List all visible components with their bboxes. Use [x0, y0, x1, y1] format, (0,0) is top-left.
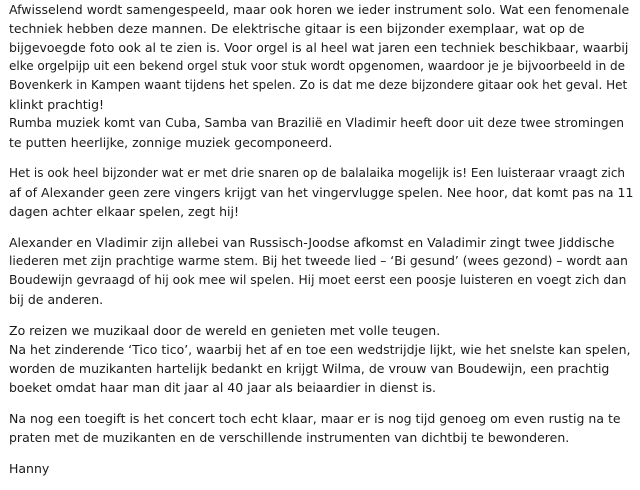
paragraph-3	[9, 233, 635, 309]
text-line: Bovenkerk in Kampen waant tijdens het spelen. Zo is dat me deze bijzondere gitaar ook het geval. Het	[9, 78, 628, 92]
paragraph-4	[9, 321, 635, 397]
signature-paragraph	[9, 459, 635, 478]
text-line: Rumba muziek komt van Cuba, Samba van Brazilië en Vladimir heeft door uit deze twee stromingen	[9, 116, 625, 130]
text-line: Alexander en Vladimir zijn allebei van Russisch-Joodse afkomst en Valadimir zingt twee Jiddische	[9, 235, 615, 250]
text-line: Zo reizen we muzikaal door de wereld en genieten met volle teugen.	[9, 323, 441, 338]
text-line: worden de muzikanten hartelijk bedankt en krijgt Wilma, de vrouw van Boudewijn, een prachtig	[9, 361, 610, 376]
paragraph-5	[9, 409, 635, 447]
author-signature: Hanny	[9, 461, 50, 476]
document-body	[9, 0, 635, 490]
text-line: techniek hebben deze mannen. De elektrische gitaar is een bijzonder exemplaar, wat op de	[9, 21, 585, 36]
text-line: liederen met zijn prachtige warme stem. Bij het tweede lied – ‘Bi gesund’ (wees gezond) – wordt aan	[9, 254, 628, 268]
text-line: Na het zinderende ‘Tico tico’, waarbij het af en toe een wedstrijdje lijkt, wie het snelste kan spelen,	[9, 342, 631, 357]
text-line: boeket omdat haar man dit jaar al 40 jaar als beiaardier in dienst is.	[9, 380, 436, 395]
text-line: dagen achter elkaar spelen, zegt hij!	[9, 204, 239, 219]
text-line: Na nog een toegift is het concert toch echt klaar, maar er is nog tijd genoeg om even rustig na te	[9, 411, 621, 426]
text-line: Afwisselend wordt samengespeeld, maar ook horen we ieder instrument solo. Wat een fenomenale	[9, 2, 630, 17]
text-line: klinkt prachtig!	[9, 97, 105, 112]
text-line: Het is ook heel bijzonder wat er met drie snaren op de balalaika mogelijk is! Een luisteraar vraagt zich	[9, 166, 626, 180]
text-line: bijgevoegde foto ook al te zien is. Voor orgel is al heel wat jaren een techniek beschikbaar, waarbij	[9, 40, 629, 55]
text-line: te putten heerlijke, zonnige muziek gecomponeerd.	[9, 135, 333, 150]
text-line: Boudewijn gevraagd of hij ook mee wil spelen. Hij moet eerst een poosje luisteren en voegt zich dan	[9, 273, 627, 287]
text-line: af of Alexander geen zere vingers krijgt van het vingervlugge spelen. Nee hoor, dat komt pas na 11	[9, 185, 634, 200]
text-line: bij de anderen.	[9, 292, 104, 307]
paragraph-1	[9, 0, 635, 152]
paragraph-2	[9, 164, 635, 221]
text-line: praten met de muzikanten en de verschillende instrumenten van dichtbij te bewonderen.	[9, 430, 570, 445]
text-line: elke orgelpijp uit een bekend orgel stuk voor stuk wordt opgenomen, waardoor je je bijvoorbeeld in de	[9, 59, 626, 73]
